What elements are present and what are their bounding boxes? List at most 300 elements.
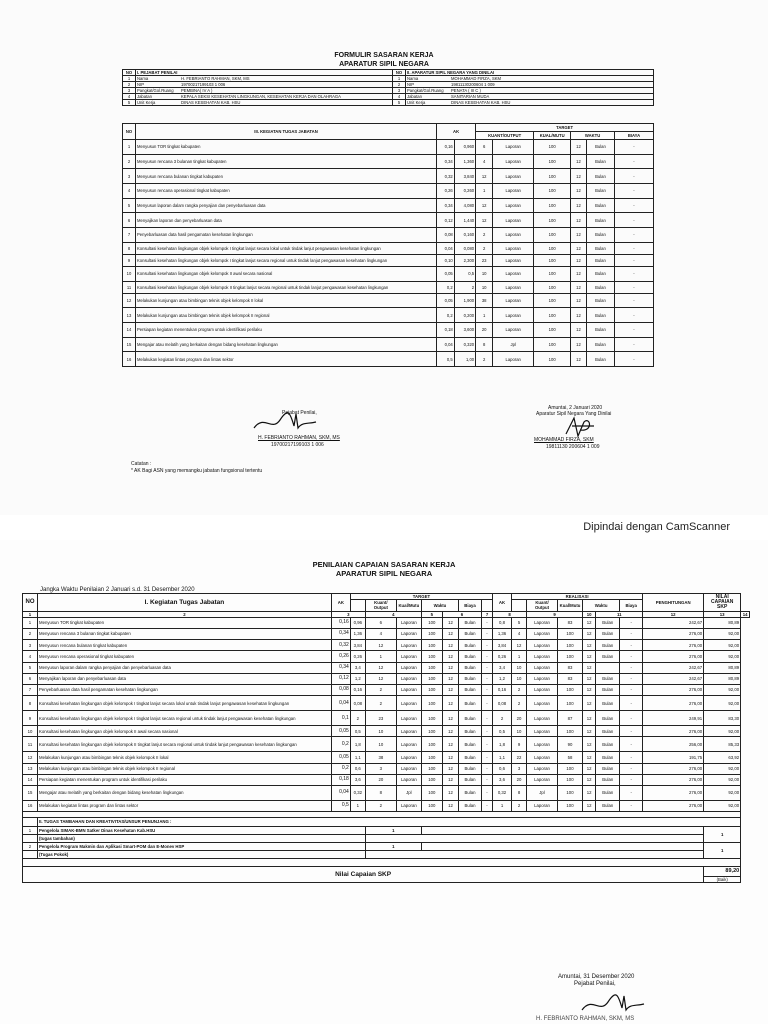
sig-left-role: Pejabat Penilai, — [282, 410, 317, 416]
page1-title-block — [0, 51, 768, 69]
row-no: 3 — [23, 640, 38, 651]
row-r-waktu: 12 — [583, 737, 596, 752]
table-row — [23, 673, 750, 684]
kegiatan-rows — [123, 140, 654, 367]
ident-value2: DINAS KESEHATAN KAB. HSU — [450, 100, 654, 106]
row-no: 9 — [123, 254, 136, 266]
row-r-biaya: - — [620, 763, 643, 774]
row-t-waktu: 12 — [442, 629, 458, 640]
row-kual: 100 — [534, 140, 571, 155]
row-r-ak: 2 — [493, 711, 512, 726]
row-t-unit: Laporan — [396, 752, 421, 763]
table-row — [123, 228, 654, 243]
row-t-kuant: 10 — [365, 726, 396, 737]
row-t-ak: 0,08 — [350, 696, 365, 711]
column-number: 14 — [741, 611, 750, 617]
row-r-kual: 100 — [558, 640, 583, 651]
row-ak-total: 2 — [454, 281, 475, 293]
identity-table — [122, 69, 654, 106]
p2-t-biaya-header: Biaya — [459, 600, 482, 611]
table-row — [23, 617, 750, 628]
row-r-kual: 100 — [558, 726, 583, 737]
row-penghitungan: 276,00 — [643, 684, 704, 695]
row-r-waktu: 12 — [583, 662, 596, 673]
row-t-unit: Laporan — [396, 696, 421, 711]
row-penghitungan: 276,00 — [643, 774, 704, 785]
row-no: 10 — [123, 266, 136, 281]
row-biaya: - — [615, 198, 654, 213]
nilai-capaian-row — [23, 867, 750, 877]
row-t-kuant: 12 — [365, 640, 396, 651]
row-no: 12 — [123, 293, 136, 308]
row-r-kuant: 9 — [512, 737, 527, 752]
row-r-waktu: 12 — [583, 673, 596, 684]
ident-value2: 19811130200604 1 009 — [450, 82, 654, 88]
ident-no: 3 — [123, 88, 136, 94]
row-waktu-unit: Bulan — [586, 213, 614, 228]
row-r-ak: 1 — [493, 800, 512, 811]
row-r-kuant: 2 — [512, 800, 527, 811]
row-t-kuant: 12 — [365, 662, 396, 673]
row-t-biaya: - — [482, 711, 493, 726]
identity-rows — [123, 76, 654, 106]
p2-penghitungan-header: PENGHITUNGAN — [643, 594, 704, 612]
row-r-waktu-unit: Bulan — [596, 684, 620, 695]
row-kual: 100 — [534, 169, 571, 184]
ident-value: PEMBINA( IV A ) — [180, 88, 393, 94]
row-kegiatan: Menyusun rencana 3 bulanan tingkat kabupaten — [38, 629, 332, 640]
nilai-capaian-grade: (Baik) — [704, 877, 741, 883]
sig-right-role: Aparatur Sipil Negara Yang Dinilai — [536, 411, 612, 417]
row-r-kuant: 5 — [512, 617, 527, 628]
row-r-ak: 1,36 — [493, 629, 512, 640]
row-t-kuant: 20 — [365, 774, 396, 785]
p2-r-biaya-header: Biaya — [620, 600, 643, 611]
table-row — [23, 640, 750, 651]
row-t-ak: 0,16 — [350, 684, 365, 695]
row-kegiatan: Persiapan kegiatan menentukan program untuk identifikasi perilaku — [136, 322, 437, 337]
catatan-text: * AK Bagi ASN yang memangku jabatan fungsional tertentu — [131, 468, 263, 474]
row-penghitungan: 242,67 — [643, 662, 704, 673]
ident-key2: Nama — [406, 76, 451, 82]
row-t-waktu: 12 — [442, 640, 458, 651]
row-kegiatan: Melakukan kunjungan atau bimbingan teknis objek kelompok II regional — [136, 308, 437, 323]
row-r-unit: Laporan — [527, 629, 558, 640]
row-kuant: 20 — [476, 322, 493, 337]
row-waktu: 12 — [571, 308, 587, 323]
row-nilai: 80,89 — [704, 617, 741, 628]
row-r-waktu-unit: Bulan — [596, 617, 620, 628]
col-ak-header: AK — [437, 124, 476, 140]
ident-no2: 5 — [393, 100, 406, 106]
row-t-biaya: - — [482, 662, 493, 673]
row-no: 11 — [123, 281, 136, 293]
table-row — [123, 352, 654, 367]
row-no: 11 — [23, 737, 38, 752]
ident-key2: Unit Kerja — [406, 100, 451, 106]
row-t-biaya: - — [482, 684, 493, 695]
row-waktu-unit: Bulan — [586, 169, 614, 184]
row-no: 15 — [123, 337, 136, 352]
row-t-unit: Laporan — [396, 617, 421, 628]
row-ak: 0,04 — [437, 242, 455, 254]
row-ak: 0,10 — [437, 254, 455, 266]
row-t-kuant: 38 — [365, 752, 396, 763]
row-kual: 100 — [534, 281, 571, 293]
penilaian-table — [22, 593, 750, 883]
table-row — [23, 711, 750, 726]
row-r-waktu: 12 — [583, 752, 596, 763]
row-no: 1 — [123, 140, 136, 155]
row-r-unit: Laporan — [527, 752, 558, 763]
p2-r-waktu-header: Waktu — [583, 600, 620, 611]
row-t-waktu-unit: Bulan — [459, 662, 482, 673]
row-no: 6 — [23, 673, 38, 684]
row-ak: 0,12 — [331, 673, 350, 684]
row-t-waktu: 12 — [442, 617, 458, 628]
p2-nilai-header: NILAI CAPAIAN SKP — [704, 594, 741, 612]
row-t-kual: 100 — [421, 763, 442, 774]
row-waktu-unit: Bulan — [586, 184, 614, 199]
row-penghitungan: 242,67 — [643, 617, 704, 628]
row-t-biaya: - — [482, 640, 493, 651]
row-waktu-unit: Bulan — [586, 228, 614, 243]
row-t-unit: Laporan — [396, 673, 421, 684]
row-ak-total: 3,840 — [454, 169, 475, 184]
row-no: 3 — [123, 169, 136, 184]
row-ak-total: 1,00 — [454, 352, 475, 367]
row-t-kuant: 2 — [365, 800, 396, 811]
table-row — [123, 198, 654, 213]
row-r-waktu-unit: Bulan — [596, 696, 620, 711]
sig-left-nip: 19700217199103 1 006 — [271, 442, 324, 448]
row-t-biaya: - — [482, 651, 493, 662]
row-r-waktu-unit: Bulan — [596, 774, 620, 785]
sig-right-nip: 19811130 200604 1 009 — [546, 444, 600, 450]
row-ak-total: 0,5 — [454, 266, 475, 281]
row-t-biaya: - — [482, 785, 493, 800]
row-ak: 0,12 — [437, 213, 455, 228]
row-waktu: 12 — [571, 198, 587, 213]
row-t-biaya: - — [482, 752, 493, 763]
column-number: 11 — [596, 611, 643, 617]
row-r-biaya: - — [620, 785, 643, 800]
row-kegiatan: Konsultasi kesehatan lingkungan objek kelompok II tingkat lanjut secara regional untuk tindak lanjut pengawasan kesehatan lingkungan — [136, 281, 437, 293]
row-t-waktu-unit: Bulan — [459, 640, 482, 651]
row-r-kuant: 20 — [512, 711, 527, 726]
row-unit: Laporan — [493, 254, 534, 266]
row-no: 7 — [123, 228, 136, 243]
row-no: 4 — [123, 184, 136, 199]
row-kual: 100 — [534, 352, 571, 367]
row-kuant: 2 — [476, 352, 493, 367]
row-r-waktu: 12 — [583, 800, 596, 811]
row-r-kuant: 10 — [512, 726, 527, 737]
row-r-waktu-unit: Bulan — [596, 785, 620, 800]
column-number: 5 — [421, 611, 442, 617]
row-ak: 0,16 — [437, 140, 455, 155]
row-biaya: - — [615, 228, 654, 243]
ident-no-header: NO — [123, 70, 136, 76]
ident-key: Unit Kerja — [136, 100, 181, 106]
p2-t-kuant-header: Kuant/ Output — [365, 600, 396, 611]
table-row — [23, 662, 750, 673]
row-r-ak: 3,4 — [493, 662, 512, 673]
row-r-unit: Laporan — [527, 726, 558, 737]
row-penghitungan: 276,00 — [643, 763, 704, 774]
row-kegiatan: Menyusun rencana operasional tingkat kabupaten — [38, 651, 332, 662]
row-ak: 0,34 — [437, 198, 455, 213]
row-ak-total: 1,900 — [454, 293, 475, 308]
col-kuant-header: KUANT/OUTPUT — [476, 132, 534, 140]
row-t-kual: 100 — [421, 662, 442, 673]
row-kegiatan: Konsultasi kesehatan lingkungan objek kelompok II awal secara nasional — [136, 266, 437, 281]
row-r-kuant: 8 — [512, 785, 527, 800]
row-t-kual: 100 — [421, 752, 442, 763]
row-waktu: 12 — [571, 352, 587, 367]
row-no: 4 — [23, 651, 38, 662]
row-kegiatan: Melakukan kegiatan lintas program dan lintas sektor — [136, 352, 437, 367]
tambahan-value: 1 — [365, 827, 421, 835]
row-nilai: 85,33 — [704, 737, 741, 752]
row-t-kual: 100 — [421, 800, 442, 811]
row-biaya: - — [615, 322, 654, 337]
ident-no: 5 — [123, 100, 136, 106]
table-row — [23, 696, 750, 711]
ident-no: 4 — [123, 94, 136, 100]
row-kual: 100 — [534, 293, 571, 308]
row-t-ak: 0,32 — [350, 785, 365, 800]
row-ak: 0,18 — [331, 774, 350, 785]
row-unit: Laporan — [493, 352, 534, 367]
row-t-kuant: 2 — [365, 684, 396, 695]
row-penghitungan: 276,00 — [643, 785, 704, 800]
row-r-ak: 3,6 — [493, 774, 512, 785]
row-nilai: 92,00 — [704, 726, 741, 737]
row-r-waktu-unit: Bulan — [596, 711, 620, 726]
row-penghitungan: 191,75 — [643, 752, 704, 763]
row-unit: Laporan — [493, 169, 534, 184]
row-t-waktu-unit: Bulan — [459, 696, 482, 711]
tambahan-sub-empty — [365, 851, 703, 859]
row-t-waktu-unit: Bulan — [459, 673, 482, 684]
tambahan-sub-row — [23, 851, 750, 859]
row-nilai: 92,00 — [704, 640, 741, 651]
ident-value: KEPALA SEKSI KESEHATAN LINGKUNGAN, KESEHATAN KERJA DAN OLAHRAGA — [180, 94, 393, 100]
row-r-ak: 1,8 — [493, 737, 512, 752]
row-t-waktu-unit: Bulan — [459, 711, 482, 726]
sig-left-name: H. FEBRIANTO RAHMAN, SKM, MS — [258, 435, 340, 441]
ident-value2: MOHAMMAD FIRZA, SKM — [450, 76, 654, 82]
row-no: 7 — [23, 684, 38, 695]
row-r-kuant: 22 — [512, 752, 527, 763]
row-kuant: 12 — [476, 213, 493, 228]
sig-right-name: MOHAMMAD FIRZA, SKM — [534, 437, 594, 443]
row-kual: 100 — [534, 337, 571, 352]
row-unit: Jpl — [493, 337, 534, 352]
row-waktu-unit: Bulan — [586, 254, 614, 266]
row-no: 15 — [23, 785, 38, 800]
row-t-kual: 100 — [421, 737, 442, 752]
row-unit: Laporan — [493, 322, 534, 337]
page1-subtitle: APARATUR SIPIL NEGARA — [339, 61, 429, 68]
row-r-kuant: 2 — [512, 684, 527, 695]
row-biaya: - — [615, 154, 654, 169]
row-waktu-unit: Bulan — [586, 308, 614, 323]
row-kegiatan: Mengajar atau melatih yang berkaitan dengan bidang kesehatan lingkungan — [38, 785, 332, 800]
col-no-header: NO — [123, 124, 136, 140]
row-biaya: - — [615, 140, 654, 155]
row-t-waktu-unit: Bulan — [459, 763, 482, 774]
row-biaya: - — [615, 266, 654, 281]
row-t-unit: Laporan — [396, 684, 421, 695]
row-t-kual: 100 — [421, 726, 442, 737]
row-t-biaya: - — [482, 673, 493, 684]
row-kual: 100 — [534, 254, 571, 266]
col-kual-header: KUAL/MUTU — [534, 132, 571, 140]
row-waktu: 12 — [571, 228, 587, 243]
table-row — [123, 140, 654, 155]
row-kegiatan: Menyusun laporan dalam rangka penyajian dan penyebarluasan data — [136, 198, 437, 213]
row-r-unit: Jpl — [527, 785, 558, 800]
row-t-waktu: 12 — [442, 737, 458, 752]
row-kegiatan: Menyajikan laporan dan penyebarluasan data — [136, 213, 437, 228]
ident-value: 19700217199103 1 006 — [180, 82, 393, 88]
row-r-kuant: 2 — [512, 696, 527, 711]
row-unit: Laporan — [493, 228, 534, 243]
row-kegiatan: Menyusun rencana bulanan tingkat kabupaten — [136, 169, 437, 184]
row-kuant: 8 — [476, 337, 493, 352]
row-r-waktu-unit: Bulan — [596, 737, 620, 752]
row-r-waktu: 12 — [583, 640, 596, 651]
tambahan-sub: (tugas tambahan) — [38, 835, 366, 843]
row-r-waktu: 12 — [583, 629, 596, 640]
table-row — [123, 184, 654, 199]
signature-right — [560, 412, 600, 440]
row-t-kual: 100 — [421, 696, 442, 711]
row-t-waktu-unit: Bulan — [459, 629, 482, 640]
row-r-kual: 100 — [558, 785, 583, 800]
p2-ak2-header: AK — [493, 594, 512, 612]
tambahan-nilai: 1 — [704, 843, 741, 859]
row-r-waktu-unit: Bulan — [596, 752, 620, 763]
row-t-unit: Laporan — [396, 763, 421, 774]
row-unit: Laporan — [493, 140, 534, 155]
row-r-unit: Laporan — [527, 651, 558, 662]
row-t-kual: 100 — [421, 651, 442, 662]
row-penghitungan: 276,00 — [643, 726, 704, 737]
page1-title: FORMULIR SASARAN KERJA — [334, 52, 434, 59]
row-t-waktu: 12 — [442, 785, 458, 800]
row-t-ak: 1,8 — [350, 737, 365, 752]
column-number: 9 — [527, 611, 583, 617]
row-r-unit: Laporan — [527, 774, 558, 785]
row-ak: 0,5 — [437, 352, 455, 367]
row-ak: 0,26 — [331, 651, 350, 662]
row-r-waktu: 12 — [583, 651, 596, 662]
page2-subtitle: APARATUR SIPIL NEGARA — [335, 569, 433, 578]
row-ak: 0,08 — [437, 228, 455, 243]
row-waktu: 12 — [571, 322, 587, 337]
row-biaya: - — [615, 169, 654, 184]
table-row — [23, 752, 750, 763]
row-biaya: - — [615, 242, 654, 254]
row-r-biaya: - — [620, 774, 643, 785]
row-waktu-unit: Bulan — [586, 352, 614, 367]
column-number: 13 — [704, 611, 741, 617]
row-t-ak: 1,1 — [350, 752, 365, 763]
row-kual: 100 — [534, 184, 571, 199]
row-no: 2 — [23, 629, 38, 640]
row-t-unit: Laporan — [396, 629, 421, 640]
tambahan-empty — [421, 843, 703, 851]
row-ak: 0,2 — [437, 281, 455, 293]
row-t-waktu-unit: Bulan — [459, 684, 482, 695]
row-t-ak: 0,6 — [350, 763, 365, 774]
row-biaya: - — [615, 352, 654, 367]
ident-value2: PENATA ( III C ) — [450, 88, 654, 94]
row-biaya: - — [615, 281, 654, 293]
period-text: Jangka Waktu Penilaian 2 Januari s.d. 31 Desember 2020 — [40, 587, 195, 593]
row-t-waktu-unit: Bulan — [459, 651, 482, 662]
row-kegiatan: Melakukan kunjungan atau bimbingan teknis objek kelompok II regional — [38, 763, 332, 774]
row-r-biaya: - — [620, 737, 643, 752]
row-ak: 0,34 — [331, 662, 350, 673]
row-ak: 0,34 — [437, 154, 455, 169]
col-biaya-header: BIAYA — [615, 132, 654, 140]
row-t-waktu: 12 — [442, 763, 458, 774]
row-no: 8 — [23, 696, 38, 711]
row-kegiatan: Konsultasi kesehatan lingkungan objek kelompok II awal secara nasional — [38, 726, 332, 737]
row-r-waktu: 12 — [583, 696, 596, 711]
tambahan-sub-no — [23, 835, 38, 843]
ident-key: Pangkat/Gol.Ruang — [136, 88, 181, 94]
row-ak: 0,18 — [437, 322, 455, 337]
row-t-biaya: - — [482, 737, 493, 752]
row-no: 12 — [23, 752, 38, 763]
row-r-kual: 100 — [558, 684, 583, 695]
row-t-waktu-unit: Bulan — [459, 726, 482, 737]
tambahan-nilai: 1 — [704, 827, 741, 843]
row-r-unit: Laporan — [527, 673, 558, 684]
row-r-kual: 100 — [558, 763, 583, 774]
row-r-waktu: 12 — [583, 711, 596, 726]
row-t-biaya: - — [482, 763, 493, 774]
row-t-kual: 100 — [421, 640, 442, 651]
row-t-waktu: 12 — [442, 774, 458, 785]
row-waktu-unit: Bulan — [586, 154, 614, 169]
column-number: 7 — [482, 611, 493, 617]
row-t-unit: Laporan — [396, 774, 421, 785]
row-kuant: 2 — [476, 242, 493, 254]
row-t-ak: 3,84 — [350, 640, 365, 651]
row-r-unit: Laporan — [527, 711, 558, 726]
row-ak: 0,5 — [331, 800, 350, 811]
row-r-waktu: 12 — [583, 785, 596, 800]
row-t-ak: 0,96 — [350, 617, 365, 628]
row-t-ak: 1,36 — [350, 629, 365, 640]
row-ak: 0,2 — [331, 737, 350, 752]
row-ak-total: 3,600 — [454, 322, 475, 337]
tambahan-sub-empty — [365, 835, 703, 843]
row-kuant: 12 — [476, 198, 493, 213]
row-unit: Laporan — [493, 184, 534, 199]
row-t-biaya: - — [482, 774, 493, 785]
row-t-waktu: 12 — [442, 696, 458, 711]
tambahan-empty — [421, 827, 703, 835]
ident-no2: 1 — [393, 76, 406, 82]
row-r-ak: 0,8 — [493, 617, 512, 628]
